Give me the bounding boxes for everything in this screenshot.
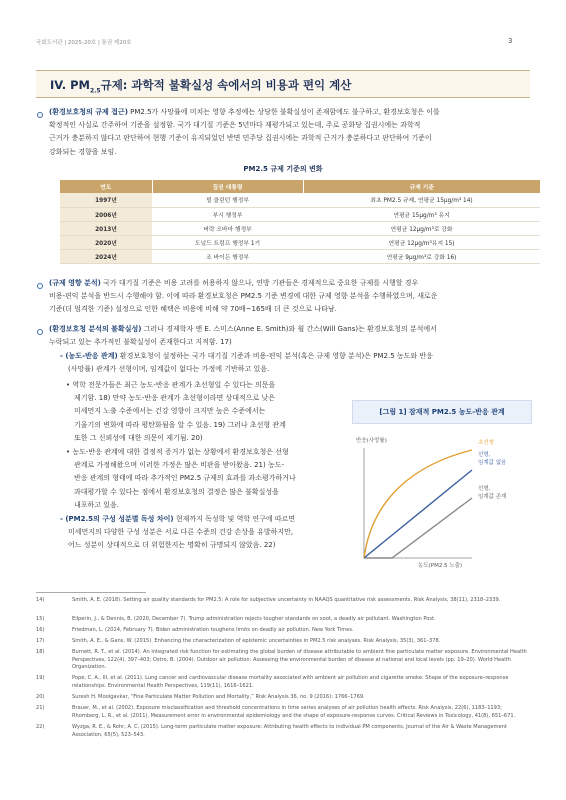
linear-threshold-curve — [364, 498, 472, 558]
legend-threshold: 선형, — [478, 486, 491, 492]
concentration-response-figure — [352, 430, 532, 570]
table-header: 연도 — [60, 180, 152, 193]
footnote-item: 19) Pope, C. A., III, et al. (2011). Lung cancer and cardiovascular disease mortality associated with ambient air pollution and cigarette smoke: Shape of the exposure–response relationships. Environmental Health Perspectives, 119(11), 1616–1621. — [36, 675, 509, 689]
svg-text:임계값 존재: 임계값 존재 — [478, 494, 507, 500]
table-row: 1997년 빌 클린턴 행정부 최초 PM2.5 규제, 연평균 15μg/m³ 14) — [60, 193, 540, 207]
figure-x-label: 농도(PM2.5 노출) — [418, 563, 463, 569]
footnote-item: 14) Smith, A. E. (2018). Setting air quality standards for PM2.5: A role for subjective uncertainty in NAAQS quantitative risk assessments. Risk Analysis, 38(11), 2318–2339. — [36, 597, 501, 603]
paragraph-regulatory-impact: (규제 영향 분석) 국가 대기질 기준은 비용 고려를 허용하지 않으나, 연방 기관들은 경제적으로 중요한 규제를 시행할 경우 비용-편익 분석을 반드시 수행해야 함. 이에 따라 환경보호청은 PM2.5 기준 변경에 대한 규제 영향 분석을 수행하였으며, 새로운 기준(더 엄격한 기준) 설정으로 인한 혜택은 비용에 비해 약 70배~165배 더 큰 것으로 나타남. — [49, 279, 438, 314]
svg-text:임계값 없음: 임계값 없음 — [478, 460, 507, 466]
footnote-item: 21) Brauer, M., et al. (2002). Exposure misclassification and threshold concentrations in time series analyses of air pollution health effects. Risk Analysis, 22(6), 1183–1193; Rhomberg, L. R., et al. (2011). Measurement error in environmental epidemiology and the shape of exposure-response curves. Critical Reviews in Toxicology, 41(8), 651–671. — [36, 705, 516, 719]
figure-y-label: 반응(사망률) — [356, 438, 387, 444]
bullet-circle-icon — [37, 112, 43, 118]
page-number: 3 — [508, 37, 513, 45]
bullet-circle-icon — [37, 283, 43, 289]
paragraph-uncertainty: (환경보호청 분석의 불확실성) 그러나 경제학자 앤 E. 스미스(Anne E. Smith)와 윌 간스(Will Gans)는 환경보호청의 분석에서 누락되고 있는 추가적인 불확실성이 존재한다고 지적함. 17) — [49, 325, 437, 347]
bullet-linear-assumption: • 농도-반응 관계에 대한 결정적 증거가 없는 상황에서 환경보호청은 선형 관계로 가정해왔으며 이러한 가정은 많은 비판을 받아왔음. 21) 농도- 반응 관계의 형태에 따라 추가적인 PM2.5 규제의 효과를 과소평가하거나 과대평가할 수 있다는 점에서 환경보호청의 결정은 많은 불확실성을 내포하고 있음. — [66, 448, 296, 509]
table-row: 2024년 조 바이든 행정부 연평균 9μg/m³로 강화 16) — [60, 249, 540, 263]
footnote-item: 17) Smith, A. E., & Gans, W. (2015). Enhancing the characterization of epistemic uncertainties in PM2.5 risk analyses. Risk Analysis, 35(3), 361–378. — [36, 638, 441, 644]
table-title: PM2.5 규제 기준의 변화 — [243, 165, 323, 173]
supralinear-curve — [364, 450, 472, 558]
figure-title: [그림 1] 잠재적 PM2.5 농도-반응 관계 — [352, 400, 532, 424]
legend-linear: 선형, — [478, 452, 491, 458]
footnote-item: 18) Burnett, R. T., et al. (2014). An integrated risk function for estimating the global burden of disease attributable to ambient fine particulate matter exposure. Environmental Health Perspectives, 122(4), 397–403; Ostro, B. (2004). Outdoor air pollution: Assessing the environmental burden of disease at national and local levels (pp. 19–20). World Health Organization. — [36, 649, 527, 671]
linear-no-threshold-curve — [364, 470, 472, 558]
paragraph-regulatory-approach: (환경보호청의 규제 접근) PM2.5가 사망률에 미치는 영향 추정에는 상당한 불확실성이 존재함에도 불구하고, 환경보호청은 이를 확정적인 사실로 간주하여 기준을 설정함. 국가 대기질 기준은 5년마다 재평가되고 있는데, 주로 공화당 집권시에는 과학적 근거가 충분하지 않다고 판단하여 현행 기준이 유지되었던 반면 민주당 집권시에는 과학적 근거가 충분하다고 판단하여 기준이 강화되는 경향을 보임. — [49, 108, 440, 156]
bullet-circle-icon — [37, 329, 43, 335]
subparagraph-concentration-response: - (농도-반응 관계) 환경보호청이 설정하는 국가 대기질 기준과 비용-편익 분석(혹은 규제 영향 분석)은 PM2.5 농도와 반응 (사망률) 관계가 선형이며, 임계값이 없다는 가정에 기반하고 있음. — [60, 352, 433, 374]
legend-supralinear: 초선형 — [478, 440, 494, 446]
footnote-item: 15) Eilperin, J., & Dennis, B. (2020, December 7). Trump administration rejects tougher standards on soot, a deadly air pollutant. Washington Post. — [36, 616, 436, 622]
regulation-table — [60, 180, 540, 264]
table-row: 2013년 버락 오바마 행정부 연평균 12μg/m³로 강화 — [60, 221, 540, 235]
bullet-supralinear: • 역학 전문가들은 최근 농도-반응 관계가 초선형일 수 있다는 의문을 제기함. 18) 만약 농도-반응 관계가 초선형이라면 상대적으로 낮은 미세먼지 노출 수준에서는 건강 영향이 크지만 높은 수준에서는 기울기의 변화에 따라 평탄화됨을 알 수 있음. 19) 그러나 초선형 관계 또한 그 신뢰성에 대한 의문이 제기됨. 20) — [66, 381, 286, 442]
footnote-divider — [36, 592, 146, 593]
running-header: 국회도서관 | 2025-20호 | 통권 제20호 — [36, 40, 132, 46]
table-row: 2020년 도널드 트럼프 행정부 1기 연평균 12μg/m³유지 15) — [60, 235, 540, 249]
section-title: IV. $PM_{2.5}$규제: 과학적 불확실성 속에서의 비용과 편익 계산 — [50, 78, 352, 95]
footnote-item: 20) Suresh H. Moolgavkar, “Fine Particulate Matter Pollution and Mortality,” Risk Analysis 36, no. 9 (2016): 1766–1769. — [36, 694, 365, 700]
section-title-bar — [36, 70, 530, 98]
table-row: 2006년 부시 행정부 연평균 15μg/m³ 유지 — [60, 207, 540, 221]
table-header: 규제 기준 — [303, 180, 540, 193]
table-header: 집권 대통령 — [152, 180, 303, 193]
subparagraph-component-toxicity: - (PM2.5의 구성 성분별 독성 차이) 현재까지 독성학 및 역학 연구에 따르면 미세먼지의 다양한 구성 성분은 서로 다른 수준의 건강 손상을 유발하지만, 어느 성분이 상대적으로 더 위험한지는 명확히 규명되지 않았음. 22) — [60, 515, 296, 550]
footnote-item: 22) Wyzga, R. E., & Rohr, A. C. (2015). Long-term particulate matter exposure: Attributing health effects to individual PM components. Journal of the Air & Waste Management Association, 65(5), 523–543. — [36, 724, 507, 738]
footnote-item: 16) Friedman, L. (2024, February 7). Biden administration toughens limits on deadly air pollution. New York Times. — [36, 627, 354, 633]
